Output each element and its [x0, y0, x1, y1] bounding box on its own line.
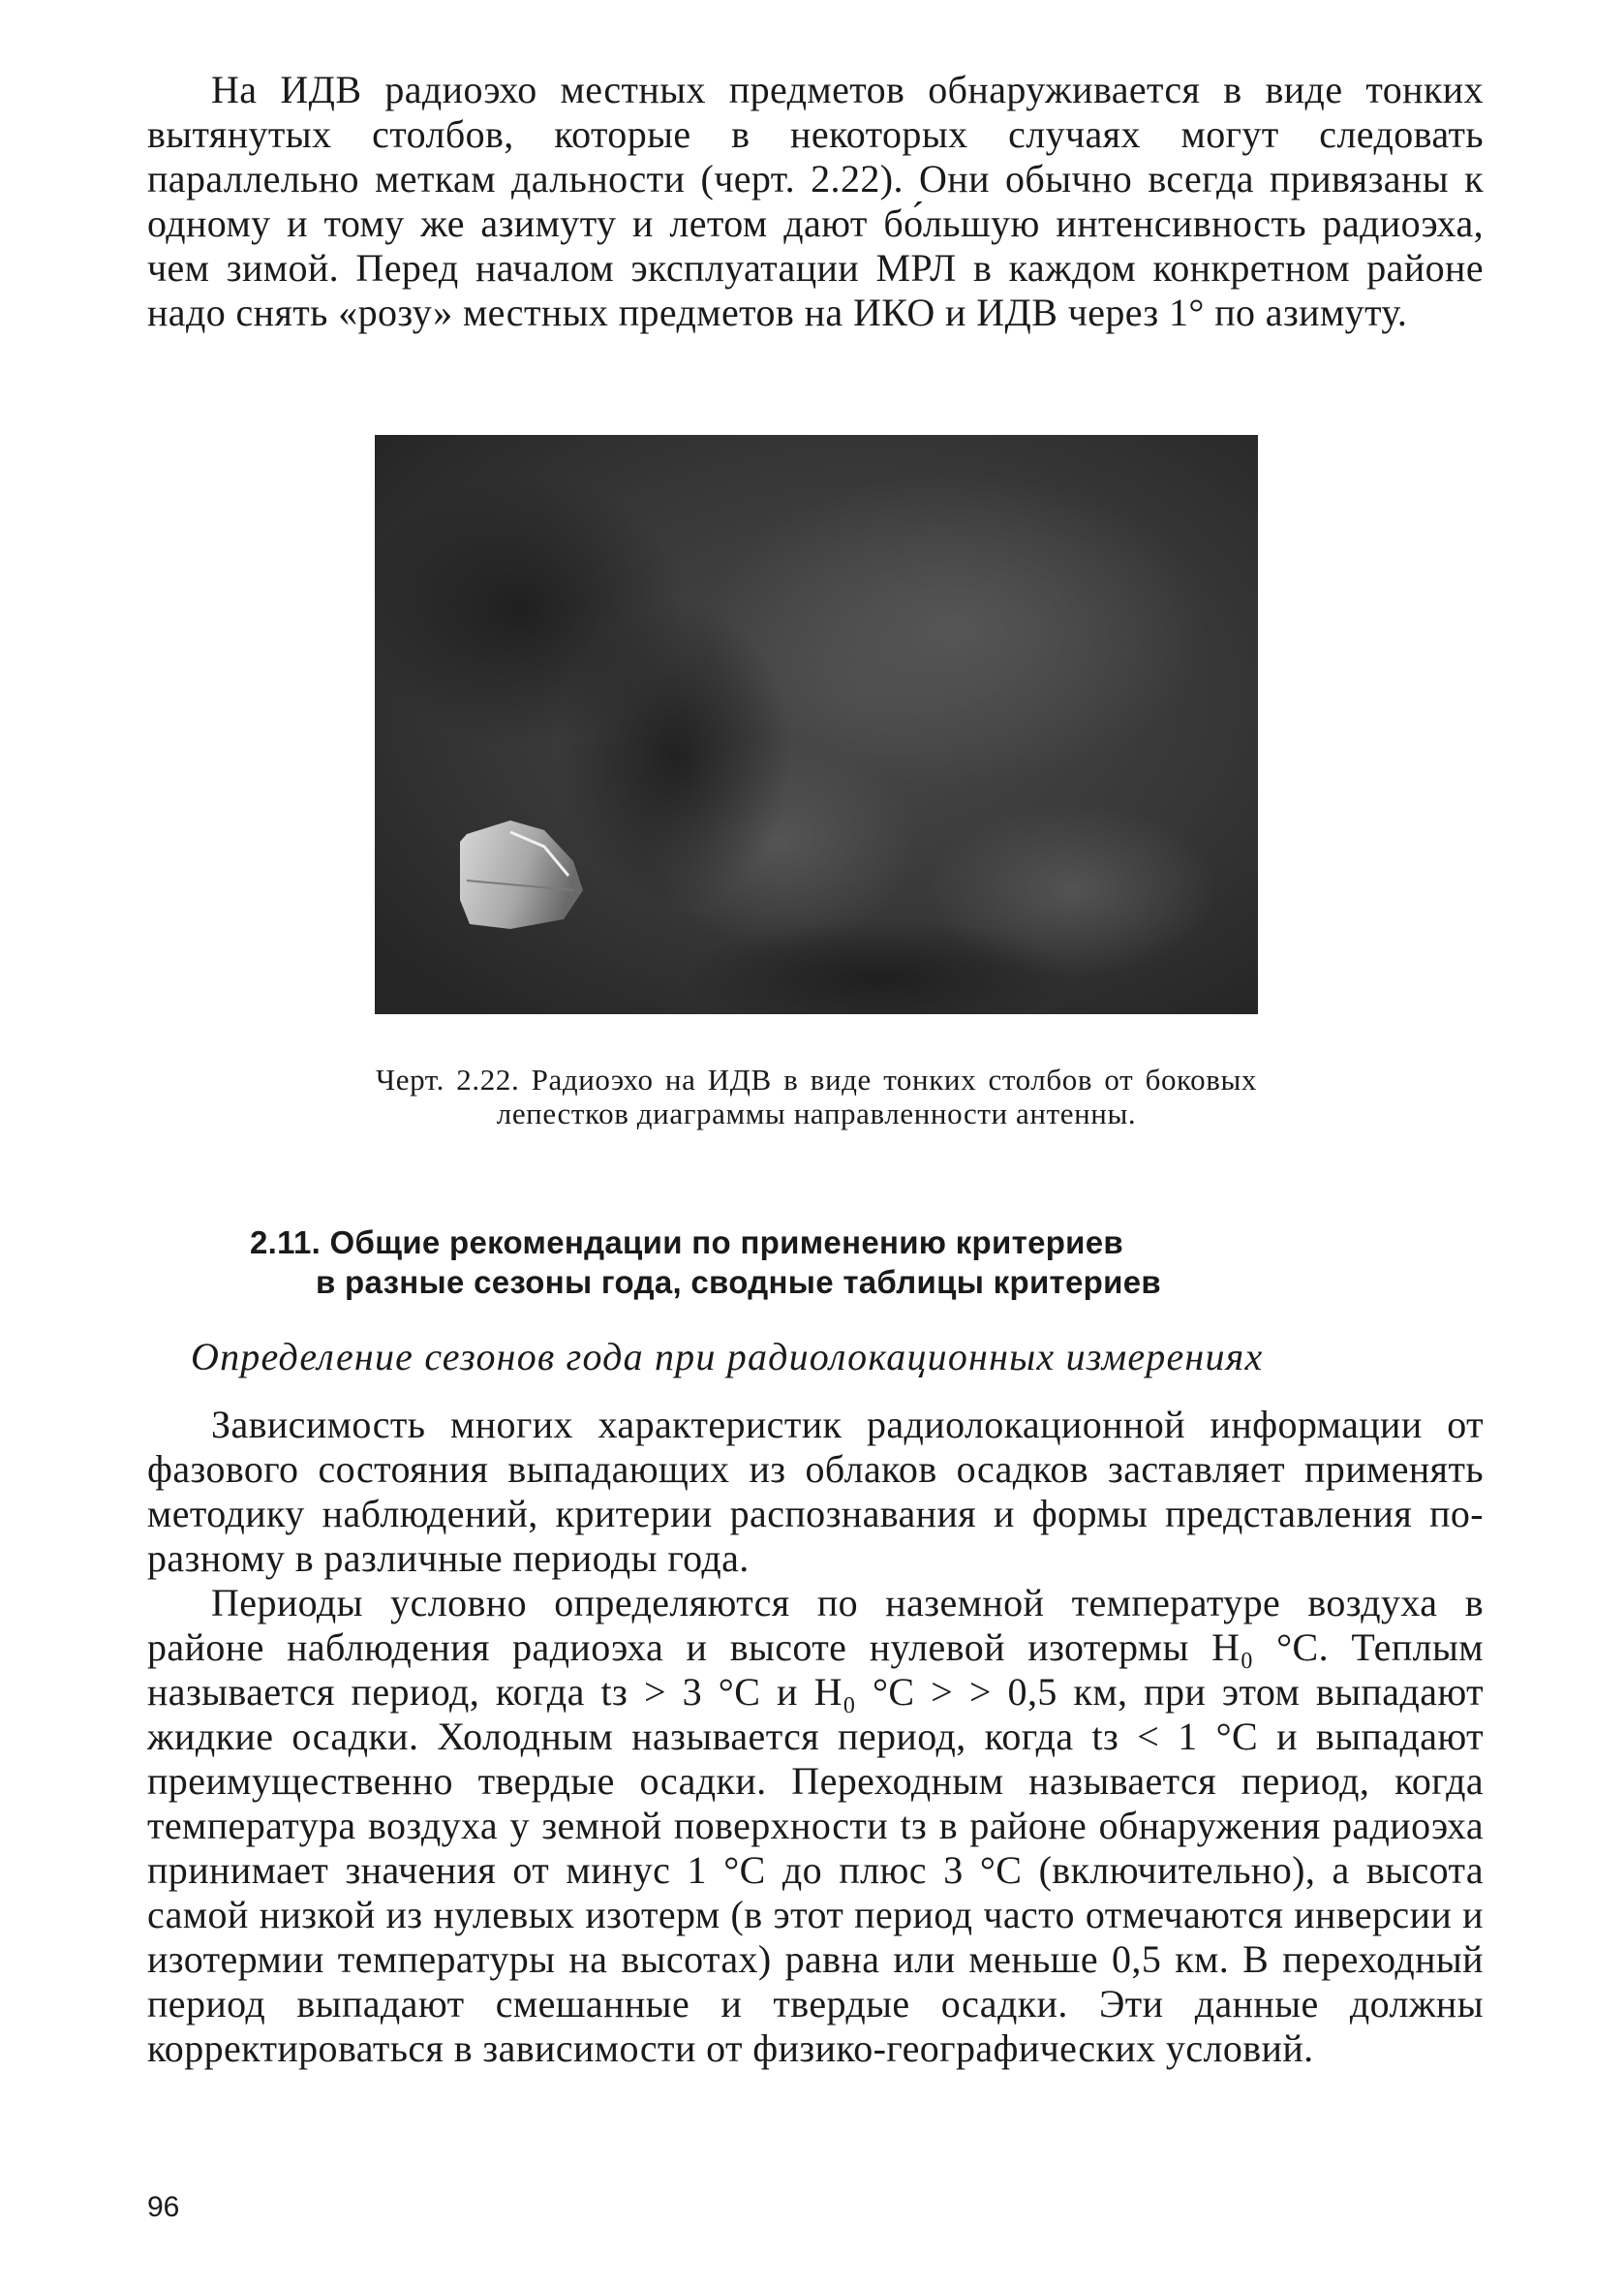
section-heading: [250, 1222, 1412, 1302]
radar-photo: [375, 435, 1258, 1014]
subsection-heading: Определение сезонов года при радиолокационных измерениях: [191, 1335, 1264, 1378]
section-heading-line-1: 2.11. Общие рекомендации по применению критериев: [250, 1224, 1123, 1260]
figure-caption: Черт. 2.22. Радиоэхо на ИДВ в виде тонких столбов от боковых лепестков диаграммы направленности антенны.: [376, 1063, 1257, 1130]
intro-text-block: [147, 68, 1484, 335]
figure-radar-echo-image: [375, 435, 1258, 1014]
page-number: 96: [147, 2191, 180, 2223]
body-paragraph-2: Периоды условно определяются по наземной температуре воздуха в районе наблюдения радиоэха и высоте нулевой изотермы H₀ °C. Теплым называется период, когда tз > 3 °C и H₀ °C > > 0,5 км, при этом выпадают жидкие осадки. Холодным называется период, когда tз < 1 °C и выпадают преимущественно твердые осадки. Переходным называется период, когда температура воздуха у земной поверхности tз в районе обнаружения радиоэха принимает значения от минус 1 °C до плюс 3 °C (включительно), а высота самой низкой из нулевых изотерм (в этот период часто отмечаются инверсии и изотермии температуры на высотах) равна или меньше 0,5 км. В переходный период выпадают смешанные и твердые осадки. Эти данные должны корректироваться в зависимости от физико-географических условий.: [147, 1581, 1484, 2070]
section-heading-line-2: в разные сезоны года, сводные таблицы критериев: [316, 1264, 1161, 1300]
body-paragraph-1: Зависимость многих характеристик радиолокационной информации от фазового состояния выпадающих из облаков осадков заставляет применять методику наблюдений, критерии распознавания и формы представления по-разному в различные периоды года.: [147, 1403, 1484, 1580]
intro-paragraph: На ИДВ радиоэхо местных предметов обнаруживается в виде тонких вытянутых столбов, которые в некоторых случаях могут следовать параллельно меткам дальности (черт. 2.22). Они обычно всегда привязаны к одному и тому же азимуту и летом дают бо́льшую интенсивность радиоэха, чем зимой. Перед началом эксплуатации МРЛ в каждом конкретном районе надо снять «розу» местных предметов на ИКО и ИДВ через 1° по азимуту.: [147, 68, 1484, 334]
body-text-block: [147, 1403, 1484, 2071]
